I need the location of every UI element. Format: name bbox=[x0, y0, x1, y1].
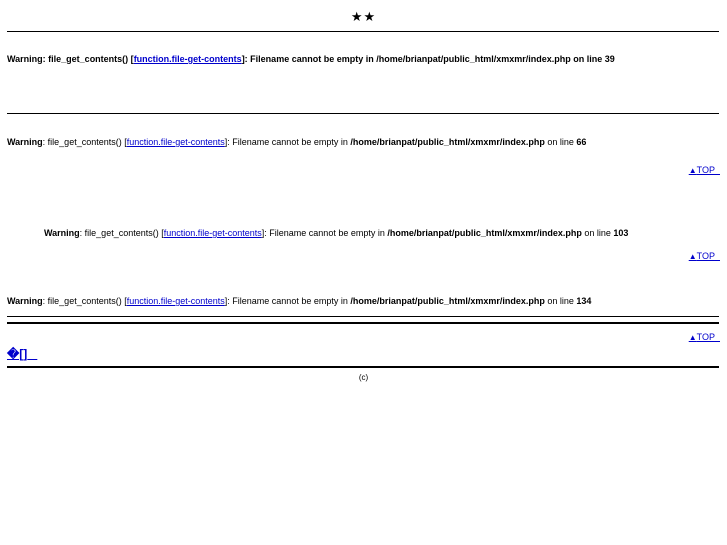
file-path: /home/brianpat/public_html/xmxmr/index.php bbox=[350, 296, 545, 306]
divider bbox=[7, 316, 719, 317]
line-number: 39 bbox=[604, 54, 615, 64]
warning-message-4: Warning: file_get_contents() [function.file-get-contents]: Filename cannot be empty in /home/brianpat/public_html/xmxmr/index.php on line 134 bbox=[7, 296, 592, 306]
up-triangle-icon: ▲ bbox=[688, 252, 697, 261]
top-link[interactable]: ▲TOP bbox=[688, 165, 715, 175]
function-link[interactable]: function.file-get-contents bbox=[126, 137, 225, 147]
warning-message-1: Warning: file_get_contents() [function.file-get-contents]: Filename cannot be empty in /home/brianpat/public_html/xmxmr/index.php on line 39 bbox=[7, 54, 615, 64]
file-path: /home/brianpat/public_html/xmxmr/index.php bbox=[376, 54, 571, 64]
warning-label: Warning bbox=[7, 137, 43, 147]
divider bbox=[7, 113, 719, 114]
divider bbox=[7, 366, 719, 368]
function-link[interactable]: function.file-get-contents bbox=[126, 296, 225, 306]
function-link[interactable]: function.file-get-contents bbox=[163, 228, 262, 238]
warning-label: Warning bbox=[7, 54, 43, 64]
up-triangle-icon: ▲ bbox=[688, 333, 697, 342]
top-link[interactable]: ▲TOP bbox=[688, 251, 715, 261]
file-path: /home/brianpat/public_html/xmxmr/index.php bbox=[350, 137, 545, 147]
line-number: 103 bbox=[613, 228, 629, 238]
warning-label: Warning bbox=[7, 296, 43, 306]
line-number: 66 bbox=[576, 137, 587, 147]
garbled-link[interactable]: �[] bbox=[7, 347, 28, 361]
file-path: /home/brianpat/public_html/xmxmr/index.php bbox=[387, 228, 582, 238]
header-stars: ★★ bbox=[350, 9, 377, 24]
line-number: 134 bbox=[576, 296, 592, 306]
up-triangle-icon: ▲ bbox=[688, 166, 697, 175]
warning-message-3: Warning: file_get_contents() [function.file-get-contents]: Filename cannot be empty in /home/brianpat/public_html/xmxmr/index.php on line 103 bbox=[44, 228, 629, 238]
copyright: (c) bbox=[358, 373, 369, 382]
warning-label: Warning bbox=[44, 228, 80, 238]
divider bbox=[7, 31, 719, 32]
function-link[interactable]: function.file-get-contents bbox=[133, 54, 242, 64]
top-link[interactable]: ▲TOP bbox=[688, 332, 715, 342]
divider bbox=[7, 322, 719, 324]
warning-message-2: Warning: file_get_contents() [function.file-get-contents]: Filename cannot be empty in /home/brianpat/public_html/xmxmr/index.php on line 66 bbox=[7, 137, 587, 147]
